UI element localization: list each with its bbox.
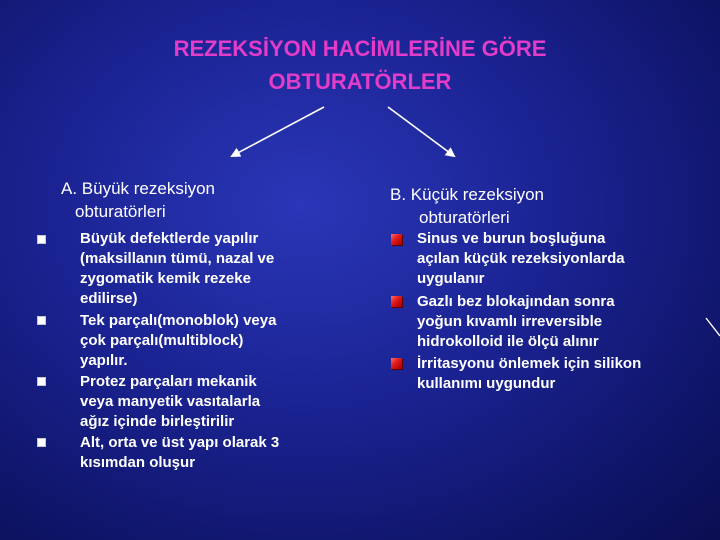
list-item-b-1 [417, 229, 625, 289]
item-line: İrritasyonu önlemek için silikon [417, 355, 642, 372]
column-b-heading-line-1: B. Küçük rezeksiyon [390, 185, 545, 204]
item-line: kullanımı uygundur [417, 375, 556, 392]
item-line: Protez parçaları mekanik [80, 373, 257, 390]
list-item-b-3 [417, 354, 641, 394]
item-line: Alt, orta ve üst yapı olarak 3 [80, 434, 280, 451]
bullet-red-square-icon [391, 358, 402, 369]
list-item-a-2 [80, 311, 276, 371]
item-line: yoğun kıvamlı irreversible [417, 313, 603, 330]
column-b-heading-line-2: obturatörleri [419, 208, 510, 227]
bullet-square-icon [37, 377, 46, 386]
edge-decoration-line [706, 318, 720, 336]
item-line: hidrokolloid ile ölçü alınır [417, 333, 599, 350]
item-line: zygomatik kemik rezeke [80, 270, 251, 287]
item-line: Büyük defektlerde yapılır [80, 230, 259, 247]
item-line: Gazlı bez blokajından sonra [417, 293, 615, 310]
item-line: açılan küçük rezeksiyonlarda [417, 250, 625, 267]
bullet-square-icon [37, 235, 46, 244]
item-line: kısımdan oluşur [80, 454, 196, 471]
item-line: Sinus ve burun boşluğuna [417, 230, 606, 247]
list-item-a-4 [80, 433, 279, 473]
item-line: edilirse) [80, 290, 138, 307]
column-a-heading-line-1: A. Büyük rezeksiyon [61, 179, 216, 198]
list-item-a-3 [80, 372, 260, 432]
item-line: veya manyetik vasıtalarla [80, 393, 261, 410]
item-line: yapılır. [80, 352, 128, 369]
bullet-red-square-icon [391, 296, 402, 307]
bullet-square-icon [37, 438, 46, 447]
slide-title-line-2: OBTURATÖRLER [268, 69, 452, 94]
column-b-heading [390, 183, 660, 229]
item-line: çok parçalı(multiblock) [80, 332, 244, 349]
item-line: (maksillanın tümü, nazal ve [80, 250, 275, 267]
bullet-square-icon [37, 316, 46, 325]
column-a-heading [61, 177, 311, 223]
item-line: uygulanır [417, 270, 485, 287]
arrow-right [388, 107, 454, 156]
bullet-red-square-icon [391, 234, 402, 245]
item-line: ağız içinde birleştirilir [80, 413, 235, 430]
item-line: Tek parçalı(monoblok) veya [80, 312, 277, 329]
column-a-heading-line-2: obturatörleri [75, 202, 166, 221]
list-item-a-1 [80, 229, 274, 309]
arrow-left [232, 107, 324, 156]
slide-title-line-1: REZEKSİYON HACİMLERİNE GÖRE [173, 36, 547, 61]
list-item-b-2 [417, 292, 615, 352]
